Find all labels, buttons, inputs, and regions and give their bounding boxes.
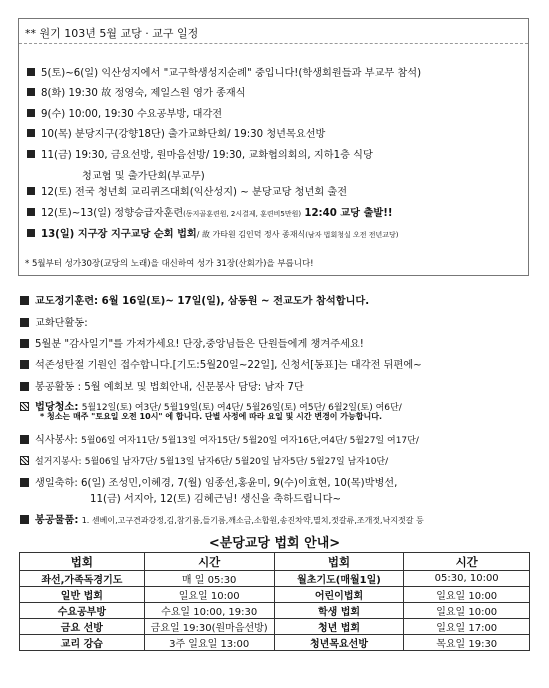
square-bullet-icon: [20, 339, 29, 348]
cleaning-notice: 법당청소: 5월12일(토) 여3단/ 5월19일(토) 여4단/ 5월26일(토) 여5단/ 6월2일(토) 여6단/: [20, 398, 402, 413]
schedule-item: 8(화) 19:30 故 정영숙, 제일스원 영가 종재식: [27, 87, 246, 100]
square-bullet-icon: [27, 88, 35, 96]
birthday-notice: 생일축하: 6(일) 조성민,이혜경, 7(월) 임종선,홍윤미, 9(수)이효현, 10(목)박병선,: [20, 474, 397, 489]
dishwashing-service: 설거지봉사: 5월06일 남자7단/ 5월13일 남자6단/ 5월20일 남자5단/ 5월27일 남자10단/: [20, 454, 388, 467]
hatched-bullet-icon: [20, 456, 29, 465]
header-time: 시간: [404, 553, 530, 571]
square-bullet-icon: [27, 109, 35, 117]
training-notice: 교도정기훈련: 6월 16일(토)~ 17일(일), 삼동원 ~ 전교도가 참석합니다.: [20, 292, 369, 307]
table-row: [20, 571, 530, 587]
service-cell: 어린이법회: [274, 587, 404, 603]
goods-notice: 봉공물품: 1. 센베이,고구견과강정,김,참기름,들기름,깨소금,소합원,송진차약,멸치,젓갈류,조개젓,낙지젓갈 등: [20, 511, 424, 526]
table-header-row: [20, 553, 530, 571]
service-cell: 교리 강습: [20, 635, 145, 651]
service-cell: 학생 법회: [274, 603, 404, 619]
time-cell: 수요일 10:00, 19:30: [144, 603, 274, 619]
header-service: 법회: [20, 553, 145, 571]
schedule-divider: [19, 43, 528, 44]
time-cell: 일요일 10:00: [404, 587, 530, 603]
diary-notice: 5월분 "감사일기"를 가져가세요! 단장,중앙님들은 단원들에게 챙겨주세요!: [20, 335, 364, 350]
birthday-notice-cont: 11(금) 서지아, 12(토) 김혜근님! 생신을 축하드립니다~: [90, 494, 342, 505]
table-row: [20, 603, 530, 619]
time-cell: 일요일 10:00: [144, 587, 274, 603]
time-cell: 일요일 17:00: [404, 619, 530, 635]
service-cell: 수요공부방: [20, 603, 145, 619]
table-row: [20, 635, 530, 651]
time-cell: 3주 일요일 13:00: [144, 635, 274, 651]
header-time: 시간: [144, 553, 274, 571]
prayer-notice: 석존성탄절 기원인 접수합니다.[기도:5월20일~22일], 신청서[동표]는 대각전 뒤편에~: [20, 356, 422, 371]
square-bullet-icon: [20, 382, 29, 391]
square-bullet-icon: [20, 435, 29, 444]
schedule-item: 12(토) 전국 청년회 교리퀴즈대회(익산성지) ~ 분당교당 청년회 출전: [27, 186, 347, 199]
square-bullet-icon: [27, 187, 35, 195]
square-bullet-icon: [27, 129, 35, 137]
schedule-box: [18, 18, 529, 276]
schedule-item: 13(일) 지구장 지구교당 순회 법회/ 故 가타원 김인덕 정사 종재식(남자 법회청실 오전 전년교당): [27, 228, 398, 242]
header-service: 법회: [274, 553, 404, 571]
schedule-item-continuation: 청교협 및 출가단회(부교무): [82, 171, 205, 182]
service-cell: 청년 법회: [274, 619, 404, 635]
schedule-item: 11(금) 19:30, 금요선방, 원마음선방/ 19:30, 교화협의회의, 지하1층 식당: [27, 149, 373, 162]
schedule-item: 10(목) 분당지구(강향18단) 출가교화단회/ 19:30 청년목요선방: [27, 128, 325, 141]
square-bullet-icon: [20, 318, 29, 327]
table-title: <분당교당 법회 안내>: [208, 536, 341, 551]
schedule-title: ** 원기 103년 5월 교당 · 교구 일정: [25, 27, 199, 40]
square-bullet-icon: [27, 68, 35, 76]
square-bullet-icon: [20, 296, 29, 305]
time-cell: 매 일 05:30: [144, 571, 274, 587]
table-row: [20, 619, 530, 635]
square-bullet-icon: [27, 208, 35, 216]
meal-service: 식사봉사: 5월06일 여자11단/ 5월13일 여자15단/ 5월20일 여자16단,여4단/ 5월27일 여17단/: [20, 431, 419, 446]
cleaning-note: * 청소는 매주 "토요일 오전 10시" 에 합니다. 단별 사정에 따라 요일 및 시간 변경이 가능합니다.: [40, 412, 382, 421]
square-bullet-icon: [20, 478, 29, 487]
square-bullet-icon: [27, 150, 35, 158]
schedule-item: 9(수) 10:00, 19:30 수요공부방, 대각전: [27, 108, 222, 121]
service-cell: 좌선,가족독경기도: [20, 571, 145, 587]
schedule-item: 12(토)~13(일) 정향승급자훈련(동지골훈련원, 2시결제, 훈련비5만원) 12:40 교당 출발!!: [27, 207, 393, 221]
schedule-item: 5(토)~6(일) 익산성지에서 "교구학생성지순례" 중입니다!(학생회원들과 부교무 참석): [27, 67, 421, 80]
square-bullet-icon: [27, 229, 35, 237]
square-bullet-icon: [20, 515, 29, 524]
schedule-note: * 5월부터 성가30장(교당의 노래)을 대신하여 성가 31장(산회가)을 부릅니다!: [25, 259, 314, 269]
service-cell: 금요 선방: [20, 619, 145, 635]
square-bullet-icon: [20, 360, 29, 369]
time-cell: 일요일 10:00: [404, 603, 530, 619]
time-cell: 금요일 19:30(원마음선방): [144, 619, 274, 635]
service-cell: 월초기도(매월1일): [274, 571, 404, 587]
activities-heading: 교화단활동:: [20, 314, 88, 329]
hatched-bullet-icon: [20, 402, 29, 411]
service-cell: 청년목요선방: [274, 635, 404, 651]
time-cell: 05:30, 10:00: [404, 571, 530, 587]
service-notice: 봉공활동 : 5월 예회보 및 법회안내, 신문봉사 담당: 남자 7단: [20, 378, 304, 393]
service-cell: 일반 법회: [20, 587, 145, 603]
service-table: [19, 552, 530, 651]
table-row: [20, 587, 530, 603]
time-cell: 목요일 19:30: [404, 635, 530, 651]
